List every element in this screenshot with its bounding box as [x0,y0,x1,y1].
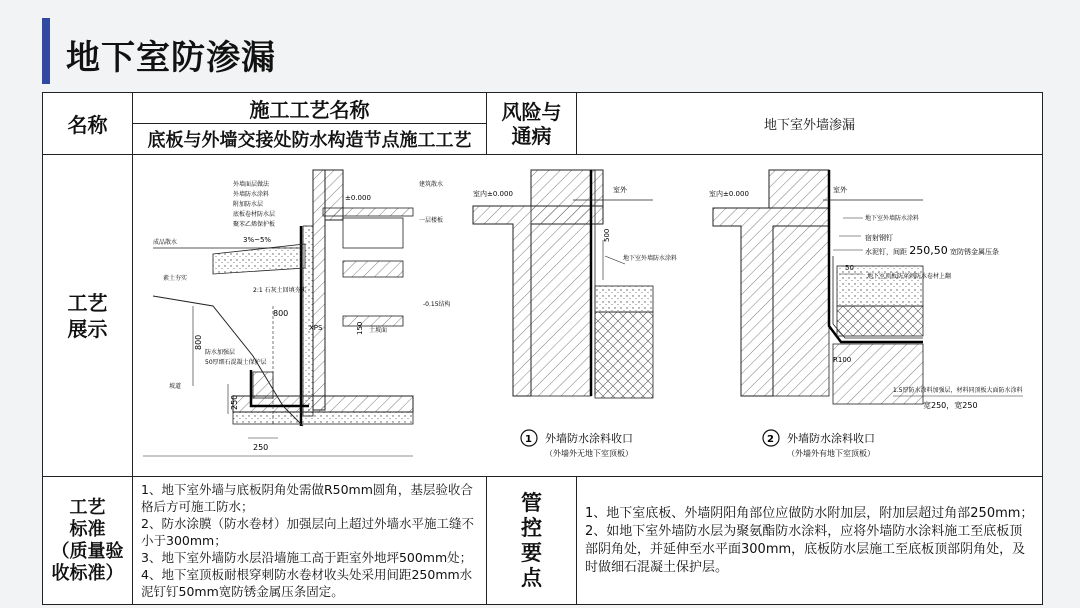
d1-elevation: ±0.000 [345,193,371,202]
control-item-2: 2、如地下室外墙防水层为聚氨酯防水涂料，应将外墙防水涂料施工至底板顶部阴角处，并延伸至水平面300mm，底板防水层施工至底板顶部阴角处，及时做细石混凝土保护层。 [585,523,1026,575]
risk-label-line2: 通病 [511,123,552,148]
d1-label-22: 素土夯实 [163,274,188,282]
d1-label-4: 底板卷材防水层 [233,210,276,218]
d3-nail-mid: 水泥钉，间距 [865,247,907,256]
d1-label-10: 2:1 石灰土回填夯实 [253,286,307,294]
process-table [42,92,1043,605]
d2-coating-label: 地下室外墙防水涂料 [623,254,678,262]
standards-label-line2: 标准 [69,518,106,540]
display-label-line2: 展示 [67,316,108,341]
drawing-area [133,155,1043,477]
d1-label-8: 一层楼板 [419,216,444,224]
d1-dim-800a: 800 [273,308,289,318]
d1-label-7: 建筑散水 [419,180,444,188]
process-name-label: 施工工艺名称 [133,93,487,124]
d3-coating-label: 地下室外墙防水涂料 [865,214,920,222]
d3-outdoor: 室外 [833,185,847,194]
d1-label-2: 外墙防水涂料 [233,190,270,198]
d2-caption: 外墙防水涂料收口 [545,431,633,445]
d3-radius: R100 [833,355,852,364]
standards-label-line1: 工艺 [69,496,106,518]
drawing-1 [143,170,451,456]
title-accent-bar [42,18,50,84]
d3-membrane-label: 地下室顶板防穿刺防水卷材上翻 [867,272,952,280]
drawing-2 [473,170,677,458]
d2-caption-num: 1 [525,433,532,445]
control-item-1: 1、地下室底板、外墙阴阳角部位应做防水附加层，附加层超过角部250mm； [585,505,1034,521]
d3-nail-spacing: 250,50 [909,243,948,257]
d3-dim-50: 50 [845,263,854,272]
standards-content [133,477,487,605]
d2-dim-500: 500 [603,228,611,242]
standard-item-3: 3、地下室外墙防水层沿墙施工高于距室外地坪500mm处； [141,550,473,565]
standards-label-line4: 收标准） [51,562,124,584]
d2-indoor-elev: 室内±0.000 [473,189,513,198]
d1-dim-250: 250 [230,394,239,410]
d1-label-18: -0.15结构 [423,300,451,308]
page-title: 地下室防渗漏 [66,38,276,78]
d3-widths: 宽250，宽250 [923,400,978,410]
d2-subcaption: （外墙外无地下室顶板） [545,448,633,458]
standard-item-2: 2、防水涂膜（防水卷材）加强层向上超过外墙水平施工缝不小于300mm； [141,516,474,548]
process-name-value: 底板与外墙交接处防水构造节点施工工艺 [133,124,487,155]
standard-item-1: 1、地下室外墙与底板阴角处需做R50mm圆角，基层验收合格后方可施工防水； [141,482,473,514]
standard-item-4: 4、地下室顶板耐根穿刺防水卷材收头处采用间距250mm水泥钉钉50mm宽防锈金属压条固定。 [141,567,473,599]
standards-label-line3: （质量验 [51,540,124,562]
d1-dim-800b: 800 [194,334,203,350]
d1-slope: 3%~5% [243,235,272,244]
d3-indoor-elev: 室内±0.000 [709,189,749,198]
standards-label [43,477,133,605]
d1-dim-150: 150 [356,321,364,335]
d1-apron [213,244,305,274]
risk-value: 地下室外墙渗漏 [577,93,1043,155]
name-label: 名称 [43,93,133,155]
control-label-char2: 控 [521,515,542,540]
d1-label-14: 50厚细石混凝土保护层 [205,358,267,366]
d3-caption: 外墙防水涂料收口 [787,431,875,445]
control-label [487,477,577,605]
display-label-line1: 工艺 [67,290,108,315]
control-content [577,477,1043,605]
control-label-char3: 要 [521,540,542,565]
construction-drawings [133,156,1039,476]
risk-label [487,93,577,155]
d1-label-5: 聚苯乙烯保护板 [233,220,276,228]
d1-wall [313,170,325,410]
d1-label-13: 防水加强层 [205,348,236,356]
d3-nail-1: 宿射钢钉 [865,233,893,242]
d3-nail-suffix: 宽防锈金属压条 [949,247,999,256]
risk-label-line1: 风险与 [501,99,562,124]
d3-caption-num: 2 [767,433,774,445]
control-label-char4: 点 [521,565,542,590]
d3-subcaption: （外墙外有地下室顶板） [787,448,875,458]
d3-reinforce-label: 1.5厚防水涂料加强层，材料同顶板大面防水涂料 [893,386,1023,394]
control-label-char1: 管 [521,490,542,515]
d1-label-3: 附加防水层 [233,200,264,208]
drawing-3 [709,170,1023,458]
d1-label-21: 成品散水 [153,238,178,246]
d1-label-17: 土坡面 [369,326,388,334]
display-label [43,155,133,477]
d2-outdoor: 室外 [613,185,627,194]
d1-label-23: 坡道 [169,382,182,390]
d3-nail-line [865,244,999,257]
d1-dim-250b: 250 [253,442,269,452]
d1-xps: XPS [309,323,323,332]
d1-label-1: 外墙面层做法 [233,180,270,188]
